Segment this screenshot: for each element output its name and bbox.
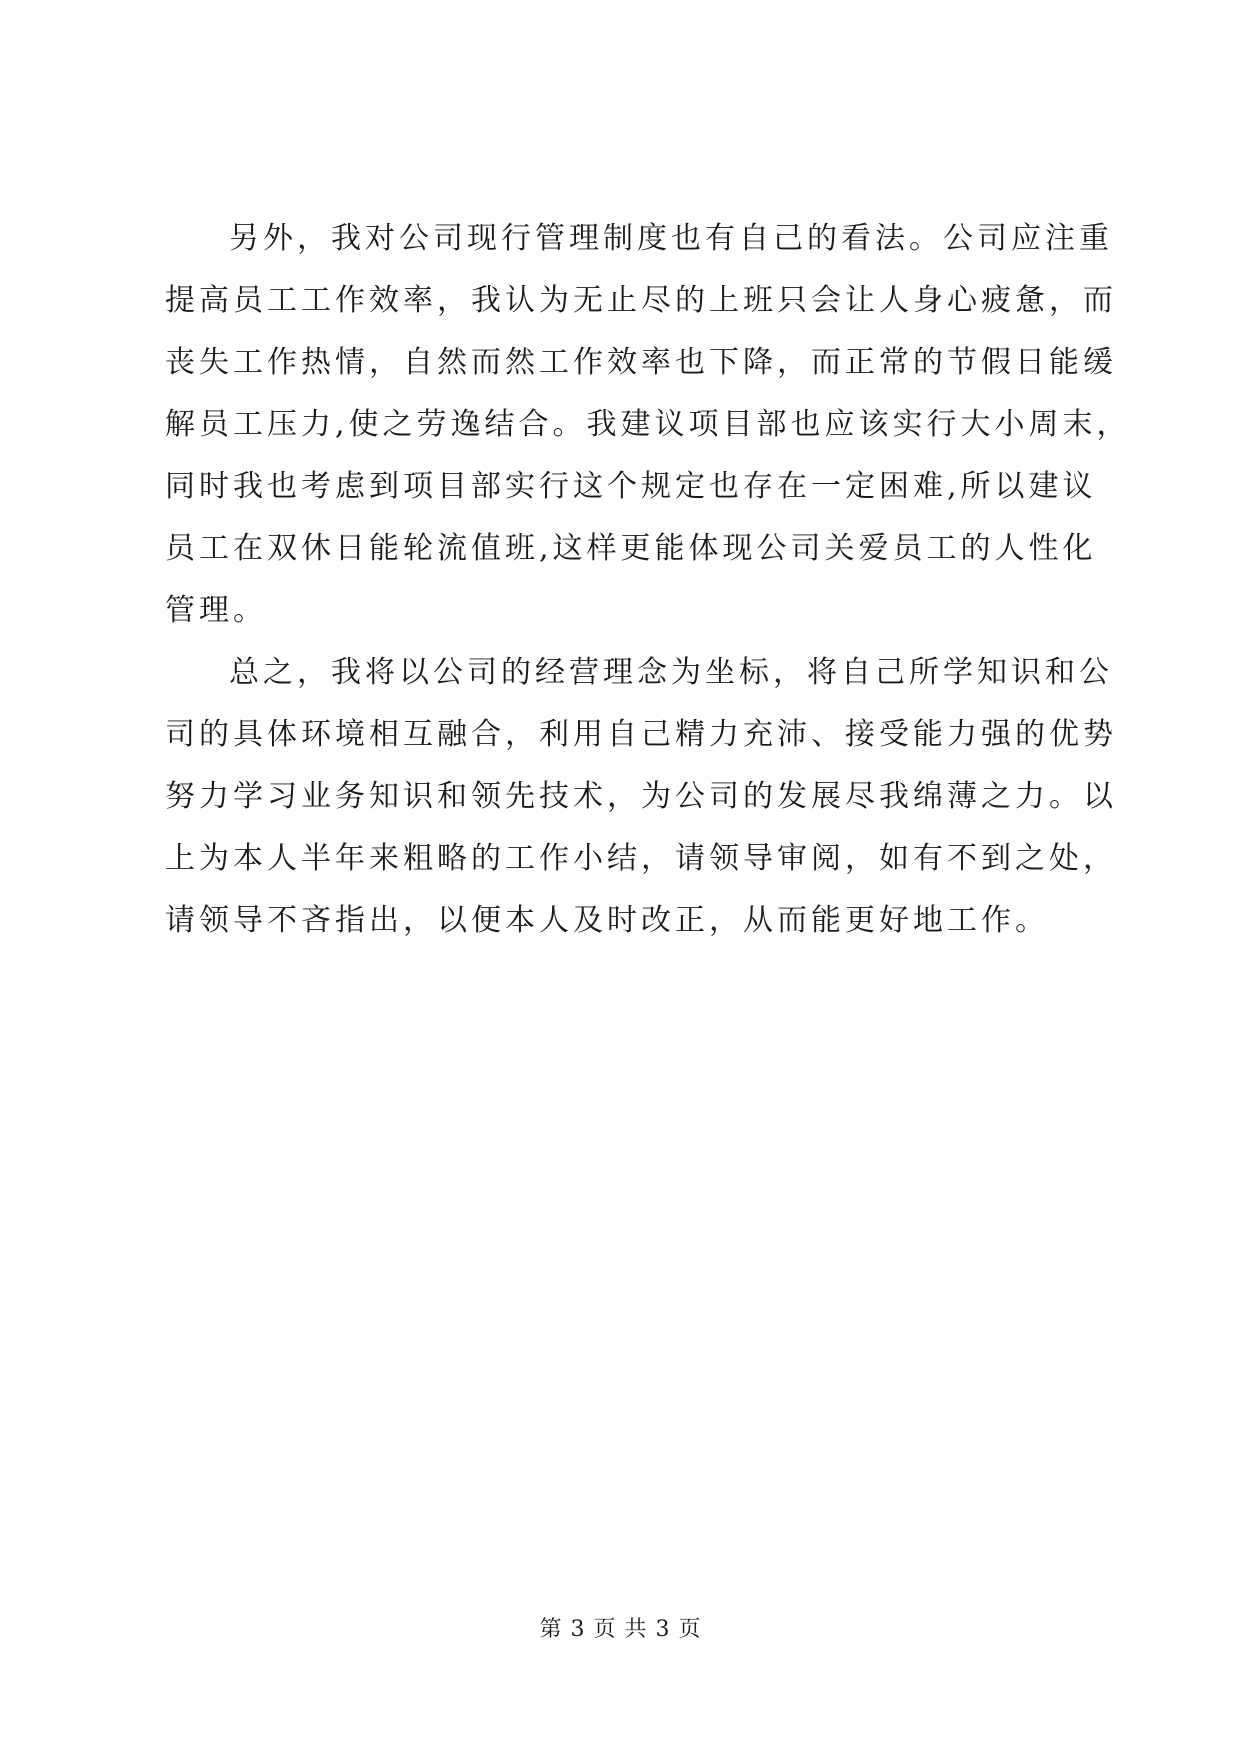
paragraph-1-line-2: 提高员工工作效率，我认为无止尽的上班只会让人身心疲惫，而 [165,283,1117,318]
paragraph-1-line-3: 丧失工作热情，自然而然工作效率也下降，而正常的节假日能缓 [165,345,1117,380]
paragraph-2-line-2: 司的具体环境相互融合，利用自己精力充沛、接受能力强的优势 [165,717,1117,752]
document-body [165,208,1131,952]
paragraph-2-line-5: 请领导不吝指出，以便本人及时改正，从而能更好地工作。 [165,903,1049,938]
paragraph-1-line-6: 员工在双休日能轮流值班,这样更能体现公司关爱员工的人性化 [165,531,1097,566]
paragraph-1-line-1: 另外，我对公司现行管理制度也有自己的看法。公司应注重 [229,221,1113,256]
paragraph-1-line-5: 同时我也考虑到项目部实行这个规定也存在一定困难,所以建议 [165,469,1097,504]
paragraph-2-line-3: 努力学习业务知识和领先技术，为公司的发展尽我绵薄之力。以 [165,779,1117,814]
paragraph-2-line-4: 上为本人半年来粗略的工作小结，请领导审阅，如有不到之处， [165,841,1117,876]
paragraph-2-line-1: 总之，我将以公司的经营理念为坐标，将自己所学知识和公 [229,655,1113,690]
paragraph-1-line-4: 解员工压力,使之劳逸结合。我建议项目部也应该实行大小周末， [165,407,1131,442]
paragraph-1-line-7: 管理。 [165,593,267,628]
page-number-footer: 第 3 页 共 3 页 [539,1617,702,1642]
